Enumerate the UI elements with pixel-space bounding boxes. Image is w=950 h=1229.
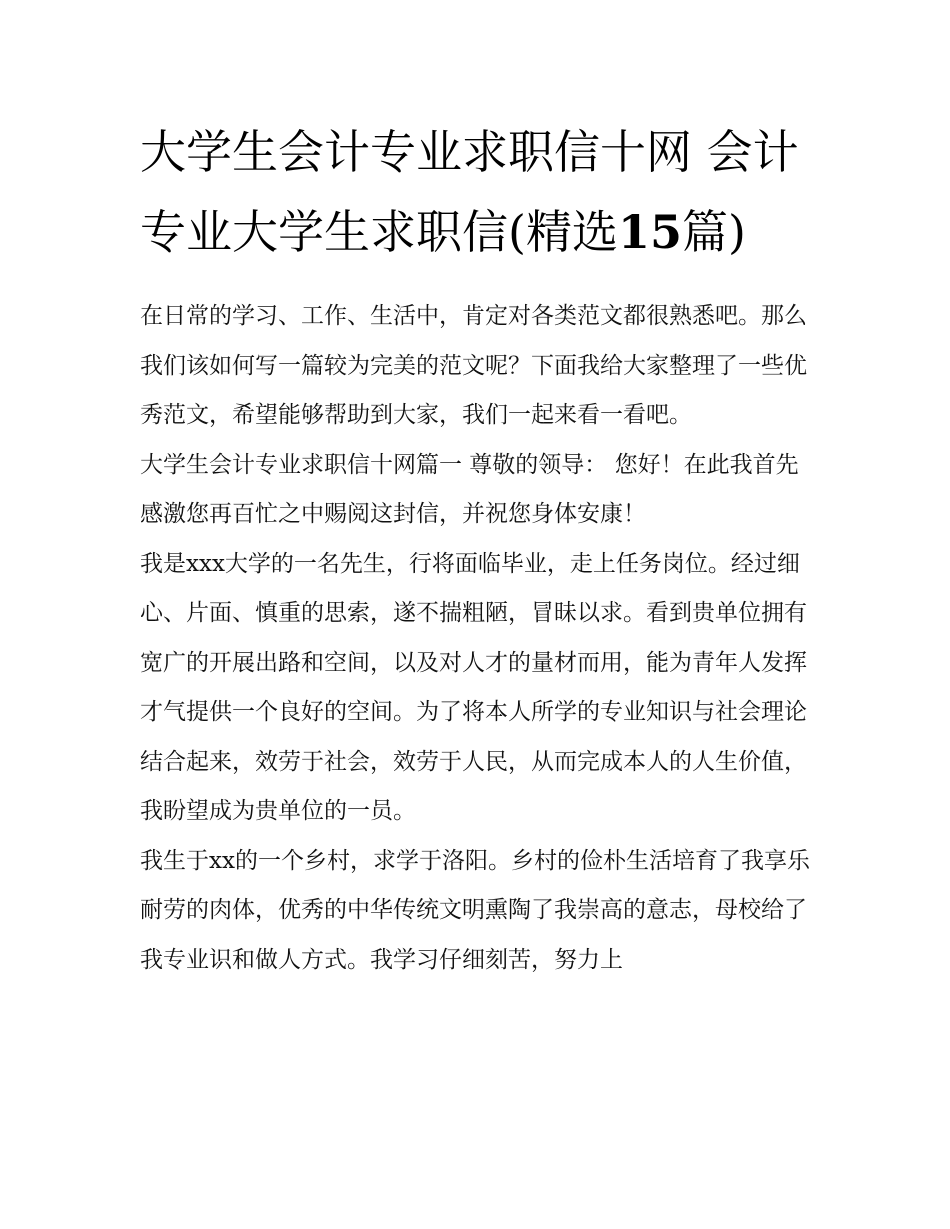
paragraph-background: 我生于xx的一个乡村，求学于洛阳。乡村的俭朴生活培育了我享乐耐劳的肉体，优秀的中华传统文明熏陶了我崇高的意志，母校给了我专业识和做人方式。我学习仔细刻苦，努力上 — [140, 847, 810, 973]
document-title: 大学生会计专业求职信十网 会计专业大学生求职信(精选15篇) — [140, 125, 799, 259]
document-body — [140, 112, 812, 985]
paragraph-intro: 在日常的学习、工作、生活中，肯定对各类范文都很熟悉吧。那么我们该如何写一篇较为完美的范文呢？下面我给大家整理了一些优秀范文，希望能够帮助到大家，我们一起来看一看吧。 — [140, 303, 807, 428]
paragraph-salutation: 大学生会计专业求职信十网篇一 尊敬的领导： 您好！在此我首先感激您再百忙之中赐阅这封信，并祝您身体安康！ — [140, 451, 799, 527]
title-number: 15 — [617, 205, 682, 259]
paragraph-self-introduction: 我是xxx大学的一名先生，行将面临毕业，走上任务岗位。经过细心、片面、慎重的思索，遂不揣粗陋，冒昧以求。看到贵单位拥有宽广的开展出路和空间，以及对人才的量材而用，能为青年人发挥才气提供一个良好的空间。为了将本人所学的专业知识与社会理论结合起来，效劳于社会，效劳于人民，从而完成本人的人生价值，我盼望成为贵单位的一员。 — [140, 550, 807, 824]
